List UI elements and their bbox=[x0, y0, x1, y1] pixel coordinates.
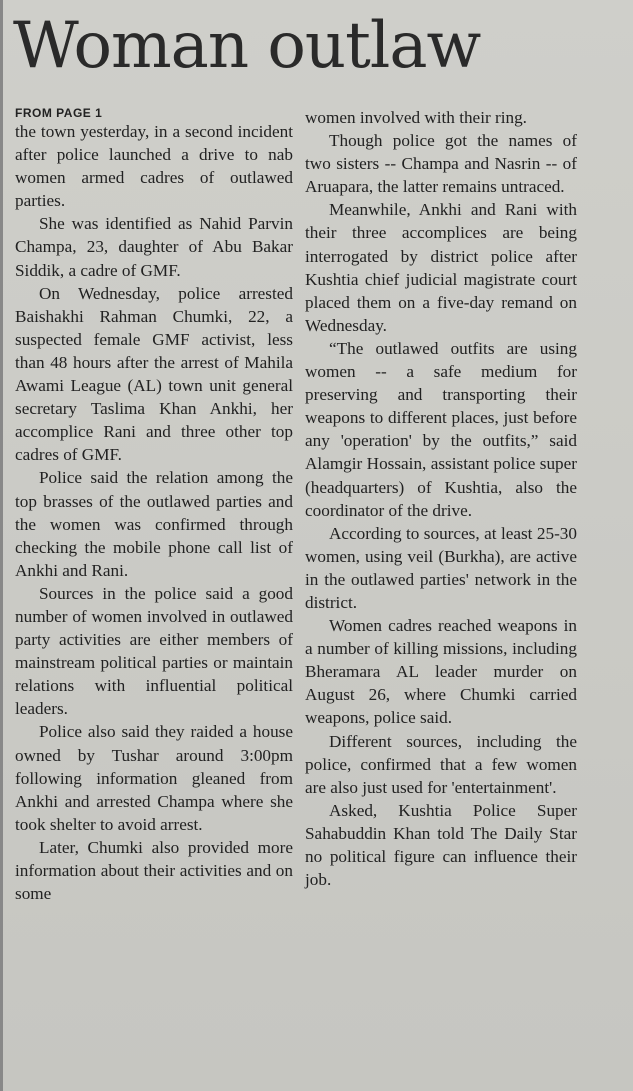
paragraph: According to sources, at least 25-30 women, using veil (Burkha), are active in the outlawed parties' network in the district. bbox=[305, 523, 577, 612]
paragraph: Police also said they raided a house owned by Tushar around 3:00pm following information gleaned from Ankhi and arrested Champa where she took shelter to avoid arrest. bbox=[15, 722, 293, 834]
right-column bbox=[305, 106, 577, 891]
paragraph: Sources in the police said a good number of women involved in outlawed party activities are either members of mainstream political parties or maintain relations with influential political leaders. bbox=[15, 583, 293, 719]
paragraph: Police said the relation among the top brasses of the outlawed parties and the women was confirmed through checking the mobile phone call list of Ankhi and Rani. bbox=[15, 468, 293, 580]
paragraph: Meanwhile, Ankhi and Rani with their three accomplices are being interrogated by district police after Kushtia chief judicial magistrate court placed them on a five-day remand on Wednesday. bbox=[305, 200, 577, 335]
paragraph: “The outlawed outfits are using women -- a safe medium for preserving and transporting their weapons to different places, just before any 'operation' by the outfits,” said Alamgir Hossain, assistant police super (headquarters) of Kushtia, also the coordinator of the drive. bbox=[305, 338, 577, 520]
kicker: FROM PAGE 1 bbox=[15, 106, 103, 120]
paragraph: On Wednesday, police arrested Baishakhi Rahman Chumki, 22, a suspected female GMF activist, less than 48 hours after the arrest of Mahila Awami League (AL) town unit general secretary Taslima Khan Ankhi, her accomplice Rani and three other top cadres of GMF. bbox=[15, 283, 293, 465]
paragraph: Asked, Kushtia Police Super Sahabuddin Khan told The Daily Star no political figure can influence their job. bbox=[305, 800, 577, 890]
paragraph: women involved with their ring. bbox=[305, 108, 527, 127]
left-column bbox=[15, 106, 293, 905]
paragraph: Women cadres reached weapons in a number of killing missions, including Bheramara AL leader murder on August 26, where Chumki carried weapons, police said. bbox=[305, 616, 577, 728]
headline: Woman outlaw bbox=[13, 9, 481, 83]
paragraph: Later, Chumki also provided more information about their activities and on some bbox=[15, 837, 293, 904]
paragraph: Different sources, including the police, confirmed that a few women are also just used for 'entertainment'. bbox=[305, 731, 577, 797]
paragraph: She was identified as Nahid Parvin Champa, 23, daughter of Abu Bakar Siddik, a cadre of GMF. bbox=[15, 214, 293, 280]
paragraph: Though police got the names of two sisters -- Champa and Nasrin -- of Aruapara, the latter remains untraced. bbox=[305, 131, 577, 197]
paragraph: the town yesterday, in a second incident after police launched a drive to nab women armed cadres of outlawed parties. bbox=[15, 122, 293, 211]
